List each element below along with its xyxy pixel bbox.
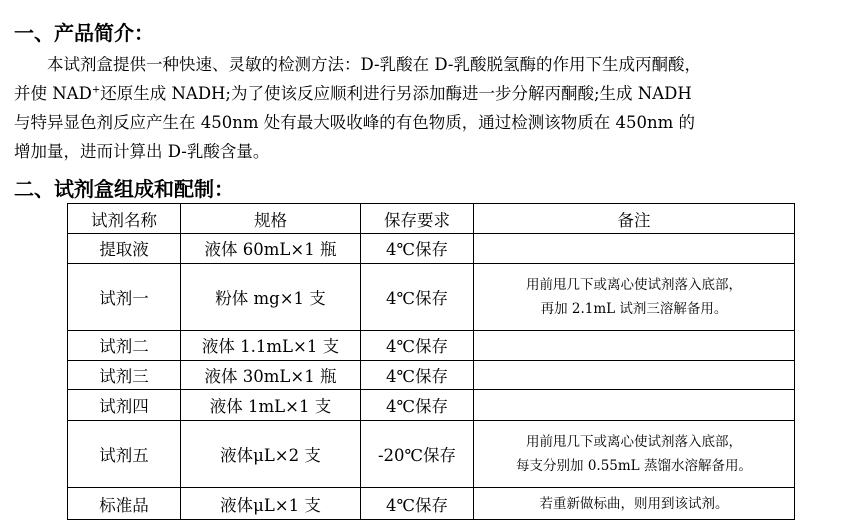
cell-note: [474, 390, 795, 421]
cell-name: 标准品: [68, 488, 181, 520]
superscript-plus: +: [91, 84, 101, 96]
intro-line-2: [14, 79, 848, 108]
cell-note: 若重新做标曲，则用到该试剂。: [474, 488, 795, 520]
cell-spec: 液体 1mL×1 支: [181, 390, 361, 421]
cell-storage: -20℃保存: [361, 420, 474, 487]
note-line: 每支分别加 0.55mL 蒸馏水溶解备用。: [516, 458, 752, 475]
header-storage: 保存要求: [361, 204, 474, 234]
cell-spec: 液体 1.1mL×1 支: [181, 331, 361, 361]
cell-storage: 4℃保存: [361, 263, 474, 330]
cell-spec: 液体μL×1 支: [181, 488, 361, 520]
cell-name: 提取液: [68, 234, 181, 264]
cell-name: 试剂三: [68, 360, 181, 390]
section-heading-intro: 一、产品简介：: [14, 21, 154, 45]
reagent-table: [67, 203, 795, 520]
cell-storage: 4℃保存: [361, 390, 474, 421]
intro-paragraph: [14, 50, 848, 166]
header-note: 备注: [474, 204, 795, 234]
cell-storage: 4℃保存: [361, 331, 474, 361]
intro-line-3: 与特异显色剂反应产生在 450nm 处有最大吸收峰的有色物质，通过检测该物质在 450nm 的: [14, 113, 696, 132]
cell-spec: 液体 60mL×1 瓶: [181, 234, 361, 264]
cell-name: 试剂四: [68, 390, 181, 421]
cell-name: 试剂五: [68, 420, 181, 487]
cell-note: [474, 234, 795, 264]
cell-spec: 粉体 mg×1 支: [181, 263, 361, 330]
cell-spec: 液体 30mL×1 瓶: [181, 360, 361, 390]
cell-spec: 液体μL×2 支: [181, 420, 361, 487]
intro-line-1: 本试剂盒提供一种快速、灵敏的检测方法：D-乳酸在 D-乳酸脱氢酶的作用下生成丙酮酸，: [47, 55, 701, 74]
cell-storage: 4℃保存: [361, 488, 474, 520]
cell-note: [474, 331, 795, 361]
table-row: [68, 420, 795, 487]
cell-name: 试剂二: [68, 331, 181, 361]
table-row: [68, 234, 795, 264]
cell-note: [474, 263, 795, 330]
note-line: 用前甩几下或离心使试剂落入底部，: [526, 434, 742, 451]
table-row: [68, 263, 795, 330]
table-row: [68, 390, 795, 421]
intro-line-2a: 并使 NAD: [14, 84, 92, 103]
cell-storage: 4℃保存: [361, 234, 474, 264]
table-row: [68, 331, 795, 361]
intro-line-2b: 还原生成 NADH;为了使该反应顺利进行另添加酶进一步分解丙酮酸;生成 NADH: [100, 84, 692, 103]
intro-line-4: 增加量，进而计算出 D-乳酸含量。: [14, 142, 270, 161]
header-name: 试剂名称: [68, 204, 181, 234]
cell-name: 试剂一: [68, 263, 181, 330]
table-header-row: [68, 204, 795, 234]
cell-note: [474, 420, 795, 487]
note-line: 用前甩几下或离心使试剂落入底部，: [526, 276, 742, 293]
header-spec: 规格: [181, 204, 361, 234]
section-heading-composition: 二、试剂盒组成和配制：: [14, 177, 234, 201]
table-row: [68, 488, 795, 520]
table-row: [68, 360, 795, 390]
cell-note: [474, 360, 795, 390]
note-line: 再加 2.1mL 试剂三溶解备用。: [540, 300, 728, 317]
cell-storage: 4℃保存: [361, 360, 474, 390]
